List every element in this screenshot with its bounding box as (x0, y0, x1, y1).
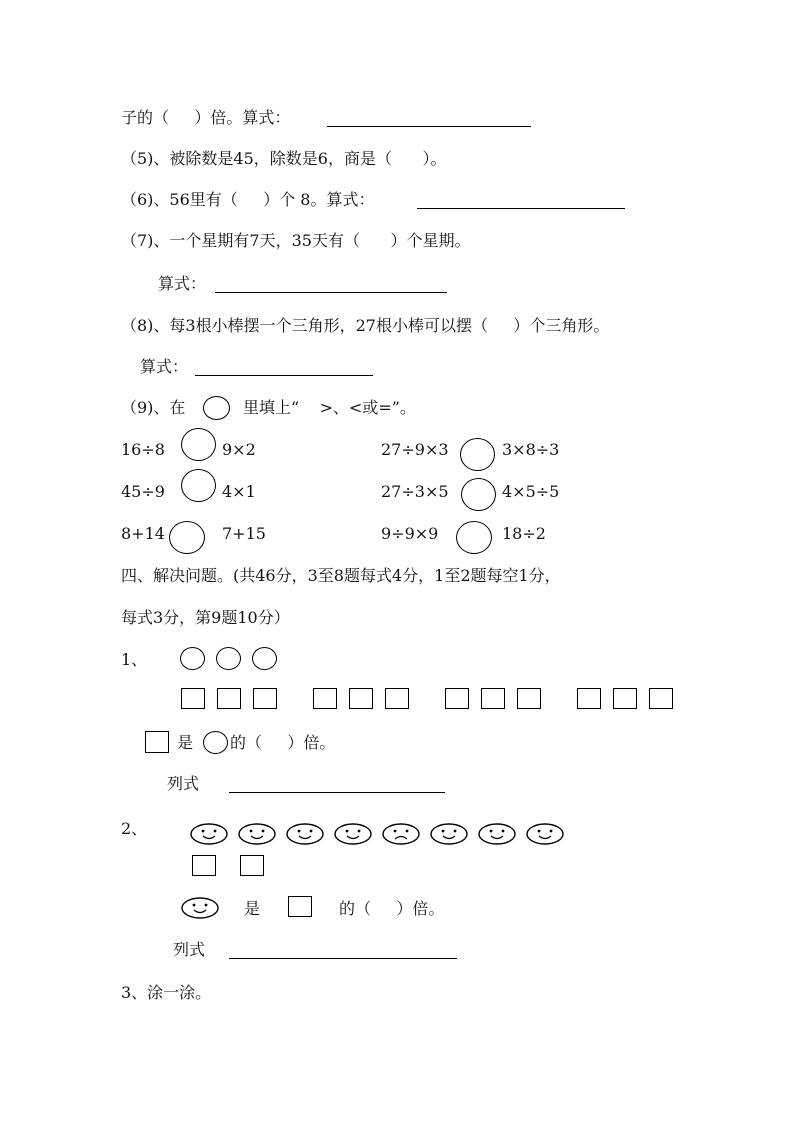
q1-times: 的（ ）倍。 (230, 733, 336, 752)
compare-5-left: 8+14 (121, 524, 165, 543)
question-9-suffix: 里填上“ >、<或=”。 (243, 398, 416, 417)
compare-circle[interactable] (181, 469, 216, 502)
compare-circle[interactable] (461, 478, 496, 511)
q3-label: 3、涂一涂。 (121, 983, 212, 1002)
circle-icon (203, 396, 230, 420)
smiley-face-icon (286, 823, 324, 845)
question-9-prefix: （9)、在 (121, 398, 186, 417)
square-icon (181, 688, 205, 709)
smiley-face-icon (190, 823, 228, 845)
question-7-formula-label: 算式： (158, 274, 207, 293)
square-icon (145, 731, 169, 753)
answer-line-7[interactable] (215, 292, 447, 293)
compare-circle[interactable] (456, 521, 492, 554)
square-icon (385, 688, 409, 709)
square-icon (649, 688, 673, 709)
square-icon (240, 855, 264, 876)
smiley-face-icon (430, 823, 468, 845)
smiley-face-icon (181, 897, 219, 919)
square-icon (613, 688, 637, 709)
q1-is: 是 (177, 733, 194, 752)
question-6: （6)、56里有（ ）个 8。算式： (121, 190, 375, 209)
q2-formula-label: 列式 (173, 940, 206, 959)
answer-line-8[interactable] (195, 375, 373, 376)
square-icon (517, 688, 541, 709)
square-icon (253, 688, 277, 709)
compare-2-right: 3×8÷3 (502, 440, 560, 459)
circle-icon (216, 647, 241, 670)
q2-times: 的（ ）倍。 (339, 899, 445, 918)
q1-number: 1、 (121, 650, 148, 669)
square-icon (577, 688, 601, 709)
compare-6-right: 18÷2 (502, 524, 546, 543)
compare-circle[interactable] (460, 438, 495, 471)
compare-circle[interactable] (181, 428, 216, 461)
smiley-face-icon (334, 823, 372, 845)
circle-icon (252, 647, 277, 670)
square-icon (481, 688, 505, 709)
section-4-heading-cont: 每式3分，第9题10分） (121, 608, 290, 627)
compare-5-right: 7+15 (222, 524, 266, 543)
compare-4-right: 4×5÷5 (502, 482, 560, 501)
q1-formula-label: 列式 (167, 774, 200, 793)
q2-answer-line[interactable] (229, 958, 457, 959)
answer-line-6[interactable] (417, 208, 625, 209)
smiley-face-icon (478, 823, 516, 845)
compare-4-left: 27÷3×5 (381, 482, 449, 501)
q2-number: 2、 (121, 819, 148, 838)
line-1: 子的（ ）倍。算式： (121, 108, 291, 127)
circle-icon (203, 731, 228, 754)
compare-6-left: 9÷9×9 (381, 524, 439, 543)
compare-1-left: 16÷8 (121, 440, 165, 459)
compare-2-left: 27÷9×3 (381, 440, 449, 459)
square-icon (313, 688, 337, 709)
answer-line-1[interactable] (327, 126, 531, 127)
smiley-face-icon (238, 823, 276, 845)
question-8: （8)、每3根小棒摆一个三角形，27根小棒可以摆（ ）个三角形。 (121, 316, 610, 335)
compare-1-right: 9×2 (222, 440, 256, 459)
square-icon (192, 855, 216, 876)
compare-circle[interactable] (169, 521, 205, 554)
square-icon (445, 688, 469, 709)
compare-3-right: 4×1 (222, 482, 256, 501)
sad-face-icon (382, 823, 420, 845)
square-icon (217, 688, 241, 709)
question-7: （7)、一个星期有7天，35天有（ ）个星期。 (121, 231, 471, 250)
q1-answer-line[interactable] (229, 792, 445, 793)
square-icon (349, 688, 373, 709)
question-5: （5)、被除数是45，除数是6，商是（ ）。 (121, 149, 447, 168)
compare-3-left: 45÷9 (121, 482, 165, 501)
smiley-face-icon (526, 823, 564, 845)
section-4-heading: 四、解决问题。(共46分，3至8题每式4分，1至2题每空1分， (121, 566, 561, 585)
question-8-formula-label: 算式： (140, 357, 189, 376)
circle-icon (180, 647, 205, 670)
square-icon (288, 896, 312, 917)
q2-is: 是 (244, 899, 261, 918)
